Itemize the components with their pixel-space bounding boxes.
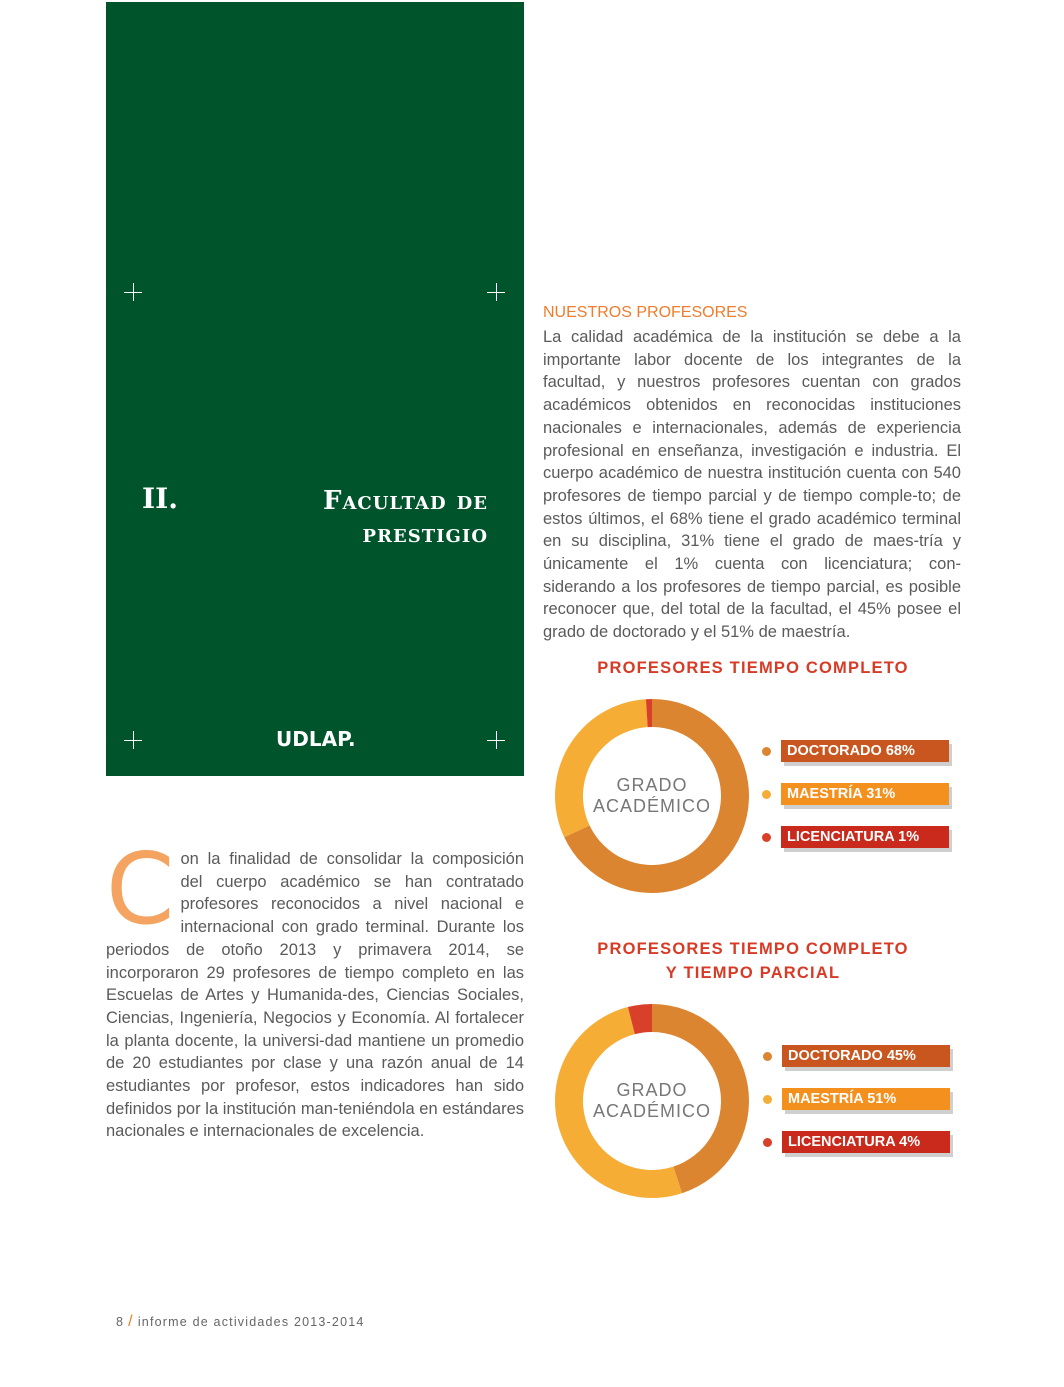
chart2-title-line2: Y TIEMPO PARCIAL <box>665 964 841 982</box>
intro-paragraph <box>106 833 524 1143</box>
chart1-legend-licenciatura <box>762 826 962 848</box>
footer-separator: / <box>128 1313 134 1330</box>
section-heading: NUESTROS PROFESORES <box>543 304 748 321</box>
udlap-logo: UDLAP. <box>276 727 356 751</box>
crop-mark-icon <box>487 731 505 749</box>
legend-label: DOCTORADO 68% <box>781 740 949 762</box>
legend-dot-icon <box>763 1138 772 1147</box>
chapter-title <box>228 485 488 551</box>
chart1-center-line2: ACADÉMICO <box>592 796 711 816</box>
legend-label: LICENCIATURA 4% <box>782 1131 950 1153</box>
chart2-title <box>543 937 963 985</box>
chapter-title-line2: prestigio <box>362 519 488 549</box>
chart2-legend-licenciatura <box>763 1131 963 1153</box>
drop-cap: C <box>106 833 175 947</box>
chapter-number: II. <box>142 482 178 515</box>
crop-mark-icon <box>124 283 142 301</box>
page-footer <box>116 1313 365 1331</box>
crop-mark-icon <box>124 731 142 749</box>
chart2-center-line2: ACADÉMICO <box>592 1101 711 1121</box>
chart1-title <box>543 656 963 680</box>
chart1-legend-doctorado <box>762 740 962 762</box>
legend-dot-icon <box>762 790 771 799</box>
legend-dot-icon <box>763 1095 772 1104</box>
crop-mark-icon <box>487 283 505 301</box>
legend-label: LICENCIATURA 1% <box>781 826 949 848</box>
legend-label: MAESTRÍA 31% <box>781 783 949 805</box>
chapter-title-line1: Facultad de <box>322 486 488 516</box>
chart1-center-line1: GRADO <box>616 775 688 795</box>
chart2-legend-doctorado <box>763 1045 963 1067</box>
chart1-center-label <box>582 775 722 817</box>
legend-label: MAESTRÍA 51% <box>782 1088 950 1110</box>
chart2-center-label <box>582 1080 722 1122</box>
legend-dot-icon <box>762 747 771 756</box>
chart2-center-line1: GRADO <box>616 1080 688 1100</box>
legend-dot-icon <box>762 833 771 842</box>
intro-text: on la finalidad de consolidar la composición del cuerpo académico se han contratado profesores reconocidos a nivel nacional e internacional con grado terminal. Durante los periodos de otoño 2013 y primavera 2014, se incorporaron 29 profesores de tiempo completo en las Escuelas de Artes y Humanida-des, Ciencias Sociales, Ciencias, Ingeniería, Negocios y Economía. Al fortalecer la planta docente, la universi-dad mantiene un promedio de 20 estudiantes por clase y una razón anual de 14 estudiantes por profesor, estos indicadores han sido definidos por la institución man-teniéndola en estándares nacionales e internacionales de excelencia. <box>106 850 524 1141</box>
chart2-title-line1: PROFESORES TIEMPO COMPLETO <box>597 940 909 958</box>
section-paragraph: La calidad académica de la institución se debe a la importante labor docente de los integrantes de la facultad, y nuestros profesores cuentan con grados académicos obtenidos en reconocidas instituciones nacionales e internacionales, además de experiencia profesional en enseñanza, investigación e industria. El cuerpo académico de nuestra institución cuenta con 540 profesores de tiempo parcial y de tiempo comple-to; de estos últimos, el 68% tiene el grado académico terminal en su disciplina, 31% tiene el grado de maes-tría y únicamente el 1% cuenta con licenciatura; con-siderando a los profesores de tiempo parcial, es posible reconocer que, del total de la facultad, el 45% posee el grado de doctorado y el 51% de maestría. <box>543 328 961 642</box>
chapter-cover-panel <box>106 2 524 776</box>
report-title: informe de actividades 2013-2014 <box>137 1315 365 1329</box>
chart1-legend-maestria <box>762 783 962 805</box>
legend-dot-icon <box>763 1052 772 1061</box>
page-number: 8 <box>116 1315 125 1329</box>
legend-label: DOCTORADO 45% <box>782 1045 950 1067</box>
chart1-title-text: PROFESORES TIEMPO COMPLETO <box>597 659 909 677</box>
chart2-legend-maestria <box>763 1088 963 1110</box>
